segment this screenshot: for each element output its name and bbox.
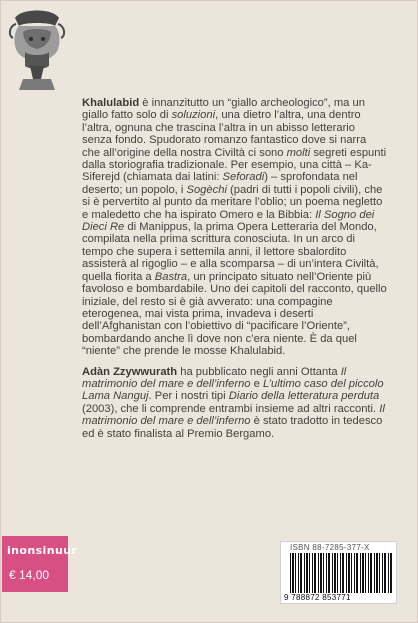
- book-title-highlight: Khalulabid: [82, 97, 140, 109]
- summary-text-segment-7: , un principato situato nell’Oriente più favoloso e bombardabile. Uno dei capitoli del racconto, quello iniziale, del resto si è già avverato: una compagine eterogenea, mai vista prima, invadeva i deserti dell’Afghanistan con l’obiettivo di “pacificare l’Oriente”, bombardando anche lì dove non c’era niente. È da quel “niente” che prende le mosse Khalulabid.: [82, 270, 387, 358]
- price-label: € 14,00: [9, 568, 50, 582]
- summary-text-segment-5: (padri di tutti i popoli civili), che si è pervertito al punto da meritare l’oblio; un poema negletto e maledetto che ha ispirato Omero e la Bibbia:: [82, 183, 383, 221]
- summary-emphasis-2: molti: [286, 146, 311, 159]
- bio-text-segment-2: e: [250, 377, 263, 390]
- bio-text-segment-4: (2003), che li comprende entrambi insieme ad altri racconti.: [82, 402, 380, 415]
- bio-title-2: L’ultimo caso del piccolo Lama Nanguj: [82, 377, 384, 403]
- book-summary-paragraph: [82, 97, 387, 358]
- summary-emphasis-6: Bastra: [154, 270, 188, 283]
- bio-title-4: Il matrimonio del mare e dell’inferno: [82, 402, 385, 428]
- cover-description: [82, 97, 387, 440]
- barcode-number: 9 788872 853771: [284, 593, 351, 602]
- summary-emphasis-5: Il Sogno dei Dieci Re: [82, 208, 375, 234]
- author-name: Adàn Zzywwurath: [82, 365, 178, 378]
- summary-emphasis-1: soluzioni: [171, 109, 216, 122]
- summary-text-segment-6: di Manippus, la prima Opera Letteraria del Mondo, compilata nella prima scrittura conosciuta. In un arco di tempo che supera i settemila anni, il lettore sbalordito assisterà al rigoglio – e alla scomparsa – di un’intera Civiltà, quella fiorita a: [82, 221, 379, 283]
- isbn-text: ISBN 88-7285-377-X: [290, 543, 370, 552]
- summary-text-segment-4: ) – sprofondata nel deserto; un popolo, i: [82, 171, 358, 196]
- summary-emphasis-4: Sogèchi: [186, 183, 227, 196]
- bio-title-3: Diario della letteratura perduta: [228, 390, 380, 403]
- summary-text-segment-3: segreti espunti dalla storiografia tradizionale. Per esempio, una città – Ka-Siferejd (chiamata dai latini:: [82, 146, 387, 184]
- bio-title-1: Il matrimonio del mare e dell’inferno: [82, 365, 347, 390]
- author-bio-paragraph: [82, 366, 387, 440]
- bio-text-segment-3: . Per i nostri tipi: [148, 390, 229, 403]
- publisher-name: inonsinuur: [7, 544, 78, 557]
- summary-text-segment-1: è innanzitutto un “giallo archeologico”, ma un giallo fatto solo di: [82, 97, 365, 122]
- summary-text-segment-2: , una dietro l’altra, una dentro l’altra, ognuna che trascina l’altra in un abisso letterario senza fondo. Spudorato romanzo fantastico dove si narra che all’origine della nostra Civiltà ci sono: [82, 109, 367, 159]
- bio-text-segment-5: è stato tradotto in tedesco ed è stato finalista al Premio Bergamo.: [82, 415, 383, 440]
- barcode-icon: [290, 553, 393, 593]
- summary-emphasis-3: Seforadi: [222, 171, 265, 184]
- barcode-panel: [280, 541, 397, 604]
- bio-text-segment-1: ha pubblicato negli anni Ottanta: [177, 365, 341, 378]
- ancient-vase-emblem-icon: [5, 4, 69, 94]
